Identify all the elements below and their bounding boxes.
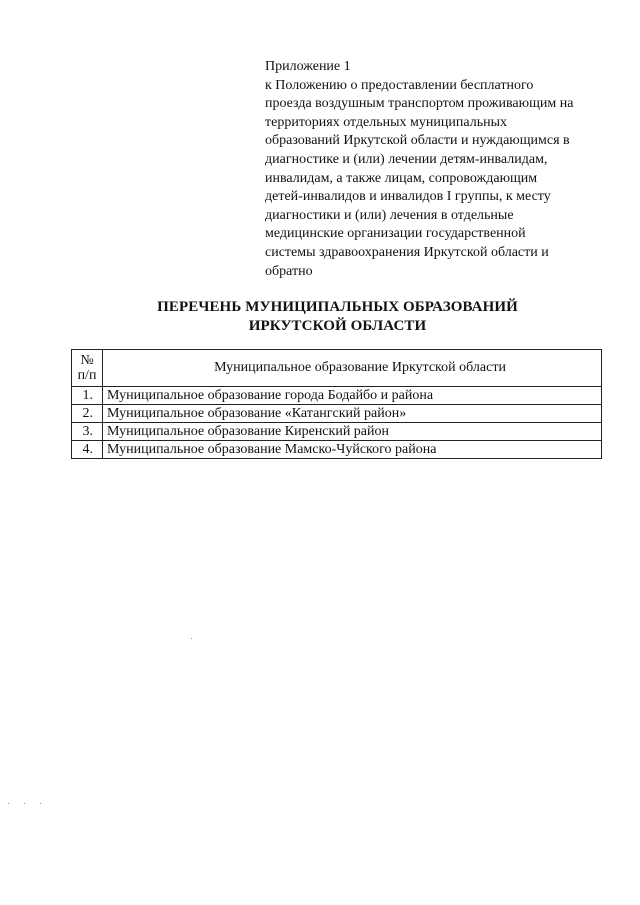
number-column-header — [72, 350, 103, 387]
table-row — [72, 387, 602, 405]
scan-speck — [40, 803, 41, 804]
municipality-name: Муниципальное образование «Катангский район» — [103, 405, 602, 423]
appendix-line: территориях отдельных муниципальных — [265, 114, 507, 130]
municipalities-table — [71, 349, 602, 459]
municipality-name: Муниципальное образование Киренский район — [103, 423, 602, 441]
row-number: 4. — [72, 441, 103, 459]
name-column-header: Муниципальное образование Иркутской области — [103, 350, 602, 387]
appendix-line: проезда воздушным транспортом проживающим на — [265, 96, 574, 112]
appendix-line: инвалидам, а также лицам, сопровождающим — [265, 170, 538, 186]
row-number: 1. — [72, 387, 103, 405]
municipality-name: Муниципальное образование Мамско-Чуйского района — [103, 441, 602, 459]
appendix-line: Приложение 1 — [265, 59, 351, 74]
table-row — [72, 441, 602, 459]
scan-speck — [8, 803, 9, 804]
title-line-2: ИРКУТСКОЙ ОБЛАСТИ — [248, 318, 427, 334]
appendix-line: медицинские организации государственной — [265, 226, 526, 242]
row-number: 3. — [72, 423, 103, 441]
scan-speck — [191, 638, 192, 639]
appendix-line: детей-инвалидов и инвалидов I группы, к месту — [265, 189, 551, 205]
appendix-line: образований Иркутской области и нуждающимся в — [265, 133, 570, 149]
document-title — [70, 298, 605, 336]
appendix-line: обратно — [265, 263, 313, 279]
appendix-line: диагностики и (или) лечения в отдельные — [265, 207, 514, 223]
row-number: 2. — [72, 405, 103, 423]
title-line-1: ПЕРЕЧЕНЬ МУНИЦИПАЛЬНЫХ ОБРАЗОВАНИЙ — [157, 299, 518, 315]
appendix-line: к Положению о предоставлении бесплатного — [265, 77, 534, 93]
number-header-abbr: п/п — [77, 368, 97, 383]
table-row — [72, 405, 602, 423]
table-row — [72, 423, 602, 441]
appendix-note — [265, 58, 610, 281]
municipality-name: Муниципальное образование города Бодайбо и района — [103, 387, 602, 405]
number-header-symbol: № — [80, 353, 94, 368]
appendix-line: диагностике и (или) лечении детям-инвалидам, — [265, 151, 548, 167]
scan-speck — [24, 803, 25, 804]
table-header-row — [72, 350, 602, 387]
appendix-line: системы здравоохранения Иркутской области и — [265, 244, 549, 260]
